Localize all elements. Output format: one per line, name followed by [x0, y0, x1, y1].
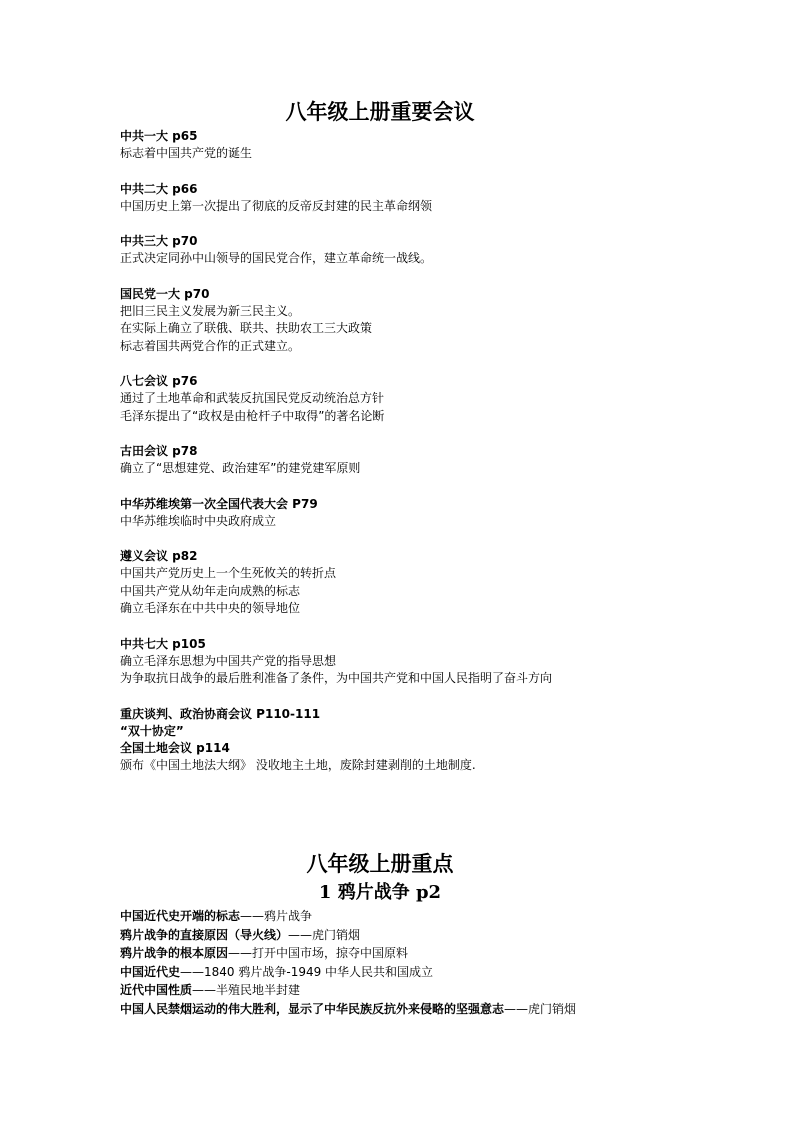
meeting-heading: 中共七大 p105: [120, 636, 206, 651]
meeting-block: [120, 373, 760, 425]
meeting-line: 把旧三民主义发展为新三民主义。: [120, 303, 301, 318]
meeting-line: 中国历史上第一次提出了彻底的反帝反封建的民主革命纲领: [120, 198, 433, 213]
meeting-heading: 古田会议 p78: [120, 444, 198, 458]
keypoint-answer: ——虎门销烟: [288, 927, 361, 942]
meeting-heading: 遵义会议 p82: [120, 549, 198, 563]
meeting-line: 确立毛泽东思想为中国共产党的指导思想: [120, 653, 337, 668]
meeting-block: [120, 286, 760, 356]
meeting-line: 通过了土地革命和武装反抗国民党反动统治总方针: [120, 391, 385, 405]
meeting-heading: 中共三大 p70: [120, 234, 198, 248]
keypoint-answer: ——1840 鸦片战争-1949 中华人民共和国成立: [180, 964, 434, 979]
keypoint-term: 中国近代史开端的标志: [120, 909, 241, 923]
meeting-heading: 中共一大 p65: [120, 129, 198, 143]
meeting-line: 中国共产党从幼年走向成熟的标志: [120, 583, 301, 598]
keypoint-term: 鸦片战争的根本原因: [120, 946, 229, 961]
meeting-heading: 国民党一大 p70: [120, 286, 210, 301]
meeting-heading: 中华苏维埃第一次全国代表大会 P79: [120, 496, 318, 511]
keypoint-answer: ——半殖民地半封建: [192, 983, 301, 998]
meeting-heading: “双十协定”: [120, 723, 184, 738]
meeting-line: 中华苏维埃临时中央政府成立: [120, 513, 277, 528]
meeting-block: [120, 636, 760, 688]
meeting-heading: 全国土地会议 p114: [120, 740, 230, 755]
keypoint-item: [120, 926, 780, 945]
meeting-block: [120, 443, 760, 478]
keypoint-item: [120, 981, 780, 1000]
meeting-block: [120, 233, 760, 268]
keypoint-answer: ——虎门销烟: [504, 1001, 577, 1016]
keypoint-term: 鸦片战争的直接原因（导火线）: [120, 927, 289, 942]
keypoint-item: [120, 944, 780, 963]
meeting-block: [120, 740, 760, 775]
keypoint-item: [120, 1000, 780, 1019]
page-title-meetings: 八年级上册重要会议: [285, 99, 475, 124]
meeting-line: 标志着国共两党合作的正式建立。: [120, 338, 301, 353]
meeting-line: 颁布《中国土地法大纲》 没收地主土地，废除封建剥削的土地制度.: [120, 757, 476, 772]
keypoint-answer: ——打开中国市场，掠夺中国原料: [228, 946, 409, 961]
meeting-block: [120, 181, 760, 216]
meeting-line: 在实际上确立了联俄、联共、扶助农工三大政策: [120, 321, 373, 335]
meeting-heading: 八七会议 p76: [120, 374, 198, 388]
keypoint-item: [120, 963, 780, 982]
lesson-subtitle: 1 鸦片战争 p2: [318, 882, 442, 903]
meeting-line: 中国共产党历史上一个生死攸关的转折点: [120, 566, 337, 580]
page-title-keypoints: 八年级上册重点: [306, 851, 454, 876]
meeting-block: [120, 706, 760, 723]
meeting-heading: 中共二大 p66: [120, 181, 198, 196]
meeting-block: [120, 548, 760, 618]
keypoint-term: 近代中国性质: [120, 983, 193, 998]
meeting-line: 毛泽东提出了“政权是由枪杆子中取得”的著名论断: [120, 408, 385, 423]
meeting-line: 确立了“思想建党、政治建军”的建党建军原则: [120, 461, 361, 475]
keypoints-list: [120, 907, 780, 1019]
meeting-line: 为争取抗日战争的最后胜利准备了条件，为中国共产党和中国人民指明了奋斗方向: [120, 671, 553, 685]
meeting-block: [120, 128, 760, 163]
meeting-heading: 重庆谈判、政治协商会议 P110-111: [120, 706, 321, 721]
keypoint-term: 中国人民禁烟运动的伟大胜利，显示了中华民族反抗外来侵略的坚强意志: [120, 1001, 505, 1016]
meeting-line: 标志着中国共产党的诞生: [120, 146, 253, 160]
meeting-block: [120, 723, 760, 740]
keypoint-term: 中国近代史: [120, 964, 181, 979]
meetings-list: [120, 128, 760, 792]
meeting-block: [120, 496, 760, 531]
meeting-line: 正式决定同孙中山领导的国民党合作，建立革命统一战线。: [120, 251, 433, 265]
keypoint-answer: ——鸦片战争: [240, 909, 313, 923]
meeting-line: 确立毛泽东在中共中央的领导地位: [120, 601, 301, 615]
keypoint-item: [120, 907, 780, 926]
